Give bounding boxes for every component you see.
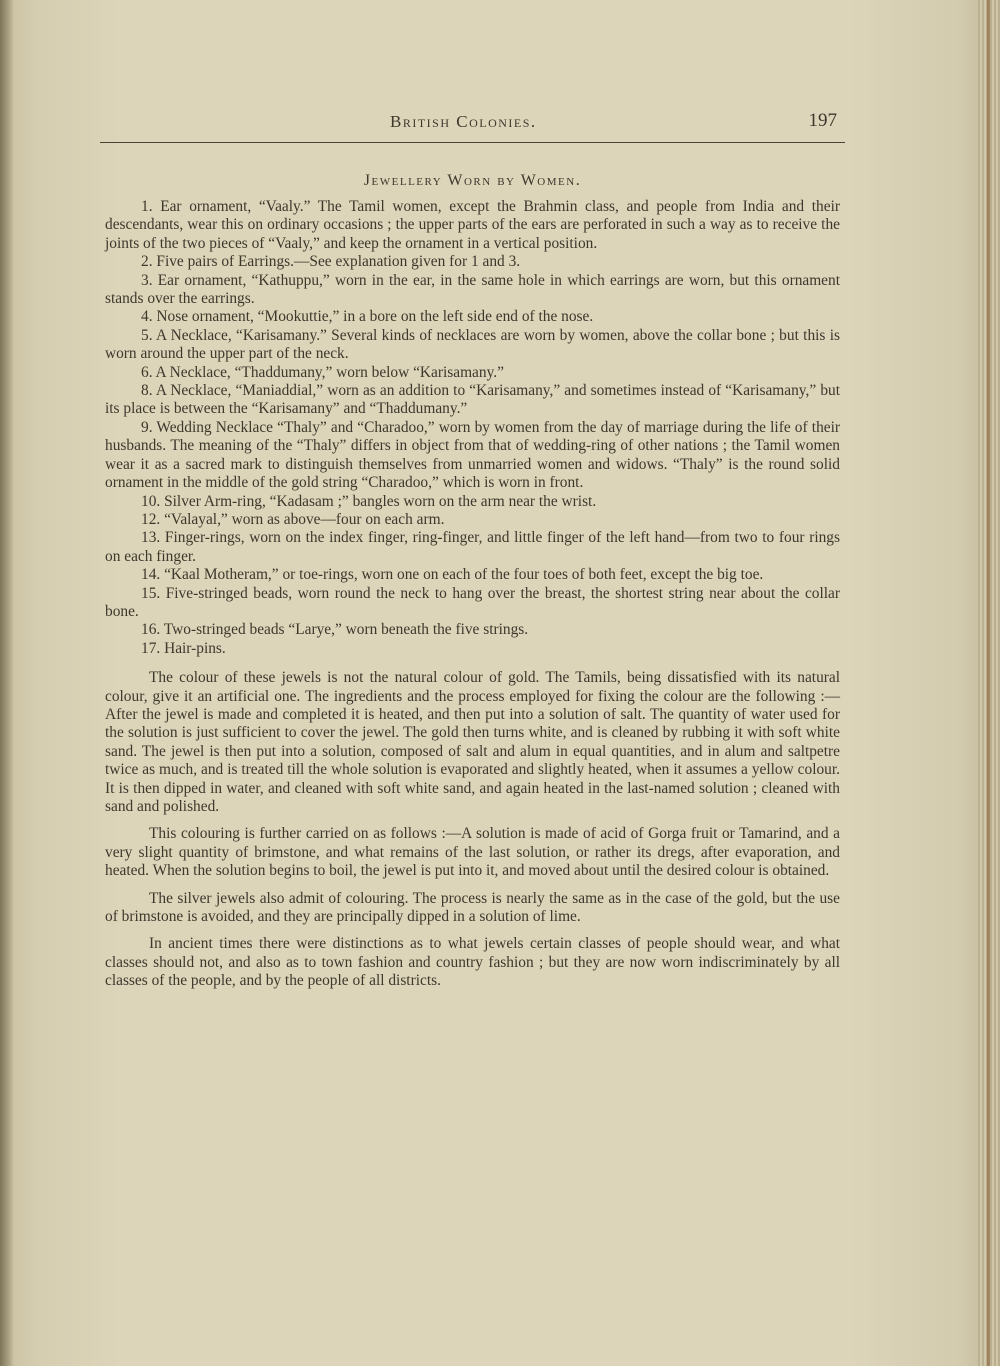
list-item-14: 14. “Kaal Motheram,” or toe-rings, worn one on each of the four toes of both feet, except the big toe. — [141, 566, 764, 584]
body-text — [105, 198, 840, 991]
list-item-16: 16. Two-stringed beads “Larye,” worn beneath the five strings. — [141, 621, 529, 639]
list-item-13: 13. Finger-rings, worn on the index finger, ring-finger, and little finger of the left hand—from two to four rings on each finger. — [105, 529, 840, 565]
section-title: Jewellery Worn by Women. — [363, 172, 582, 189]
list-item-17: 17. Hair-pins. — [141, 639, 226, 657]
list-item-6: 6. A Necklace, “Thaddumany,” worn below “Karisamany.” — [141, 363, 504, 381]
page-number: 197 — [808, 110, 837, 131]
running-title: British Colonies. — [390, 112, 537, 131]
list-item-9: 9. Wedding Necklace “Thaly” and “Charadoo,” worn by women from the day of marriage during the life of their husbands. The meaning of the “Thaly” differs in object from that of wedding-ring of other nations ; the Tamil women wear it as a sacred mark to distinguish themselves from unmarried women and widows. “Thaly” is the round solid ornament in the middle of the gold string “Charadoo,” which is worn in front. — [105, 418, 840, 492]
header-rule — [100, 142, 845, 143]
page-gutter-shadow — [0, 0, 14, 1366]
list-item-12: 12. “Valayal,” worn as above—four on each arm. — [141, 510, 445, 528]
paragraph-ancient-times: In ancient times there were distinctions as to what jewels certain classes of people should wear, and what classes should not, and also as to town fashion and country fashion ; but they are now worn indiscriminately by all classes of the people, and by the people of all districts. — [105, 935, 840, 990]
list-item-15: 15. Five-stringed beads, worn round the neck to hang over the breast, the shortest string near about the collar bone. — [105, 584, 840, 620]
page-header — [100, 112, 845, 138]
list-item-8: 8. A Necklace, “Maniaddial,” worn as an addition to “Karisamany,” and sometimes instead of “Karisamany,” but its place is between the “Karisamany” and “Thaddumany.” — [105, 382, 840, 418]
list-item-5: 5. A Necklace, “Karisamany.” Several kinds of necklaces are worn by women, above the collar bone ; but this is worn around the upper part of the neck. — [105, 326, 840, 363]
list-item-10: 10. Silver Arm-ring, “Kadasam ;” bangles worn on the arm near the wrist. — [141, 492, 597, 510]
paragraph-further-colouring: This colouring is further carried on as follows :—A solution is made of acid of Gorga fruit or Tamarind, and a very slight quantity of brimstone, and what remains of the last solution, or rather its dregs, after evaporation, and heated. When the solution begins to boil, the jewel is put into it, and moved about until the desired colour is obtained. — [105, 825, 840, 880]
list-item-4: 4. Nose ornament, “Mookuttie,” in a bore on the left side end of the nose. — [141, 308, 594, 326]
list-item-3: 3. Ear ornament, “Kathuppu,” worn in the ear, in the same hole in which earrings are worn, but this ornament stands over the earrings. — [105, 271, 840, 308]
list-item-1: 1. Ear ornament, “Vaaly.” The Tamil women, except the Brahmin class, and people from India and their descendants, wear this on ordinary occasions ; the upper parts of the ears are perforated in such a way as to receive the joints of the two pieces of “Vaaly,” and keep the ornament in a vertical position. — [105, 198, 840, 252]
page-edge-binding — [987, 0, 990, 1366]
paragraph-silver-jewels: The silver jewels also admit of colouring. The process is nearly the same as in the case of the gold, but the use of brimstone is avoided, and they are principally dipped in a solution of lime. — [105, 889, 840, 926]
paragraph-colouring-process: The colour of these jewels is not the natural colour of gold. The Tamils, being dissatisfied with its natural colour, give it an artificial one. The ingredients and the process employed for fixing the colour are the following :—After the jewel is made and completed it is heated, and then put into a solution of salt. The quantity of water used for the solution is just sufficient to cover the jewel. The gold then turns white, and is cleaned by rubbing it with soft white sand. The jewel is then put into a solution, composed of salt and alum in equal quantities, and in alum and saltpetre twice as much, and is treated till the whole solution is evaporated and slightly heated, when it assumes a yellow colour. It is then dipped in water, and cleaned with soft white sand, and again heated in the last-named solution ; cleaned with sand and polished. — [105, 669, 840, 815]
list-item-2: 2. Five pairs of Earrings.—See explanation given for 1 and 3. — [141, 253, 521, 271]
